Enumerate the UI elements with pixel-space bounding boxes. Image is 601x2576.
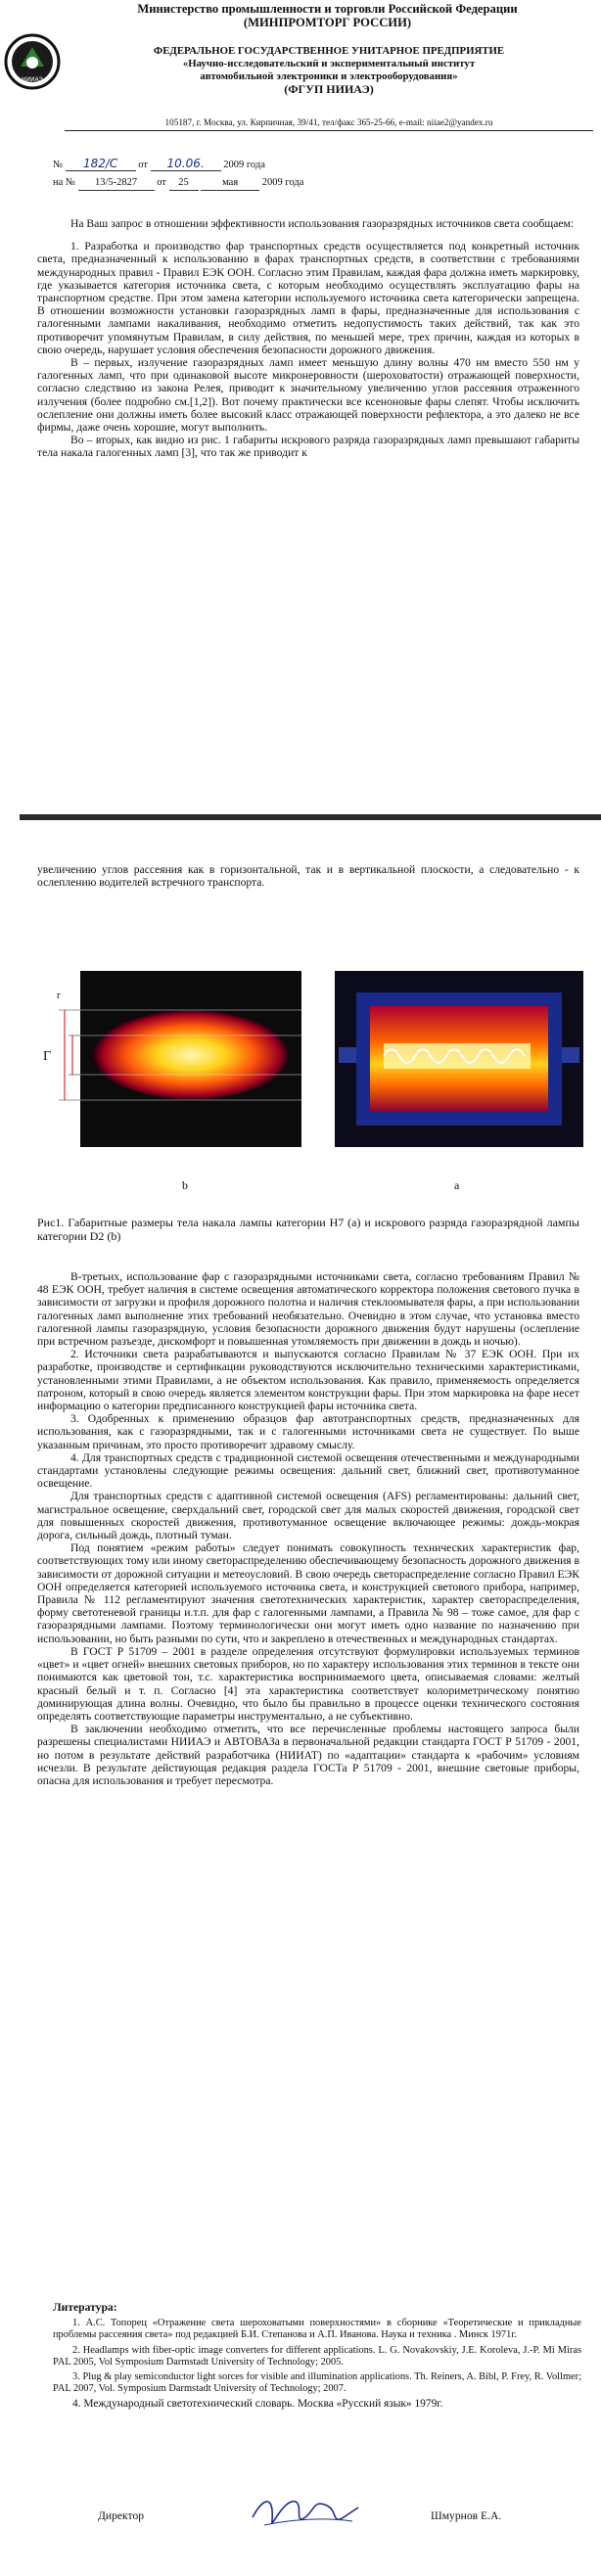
literature-title: Литература: — [53, 2301, 117, 2314]
figure-label-b: b — [182, 1178, 188, 1192]
paragraph-third-reason: В-третьих, использование фар с газоразрядными источниками света, согласно требованиям Правил № 48 ЕЭК ООН, требует наличия в системе освещения автоматического корректора положения светового пучка в зависимости от загрузки и профиля дорожного полотна и наличия стеклоомывателя фары, а при использовании галогенных ламп выполнение этих требований необязательно. Очевидно в этом случае, что установка вместо галогенной лампы газоразрядную, условия безопасности дорожного движения будут нарушены (ослепление при встречном разъезде, дискомфорт и повышенная утомляемость при движении в дождь и ночью). — [37, 1270, 579, 1349]
year-1: 2009 года — [223, 160, 265, 170]
figure-caption-text: Рис1. Габаритные размеры тела накала лампы категории Н7 (a) и искрового разряда газоразрядной лампы категории D2 (b) — [37, 1216, 579, 1243]
literature-item: 4. Международный светотехнический словарь. Москва «Русский язык» 1979г. — [72, 2398, 443, 2411]
paragraph-3: 3. Одобренных к применению образцов фар автотранспортных средств, предназначенных для использования, как с газоразрядными, так и с галогенными источниками света не существует. По выше указанным причинам, это просто противоречит здравому смыслу. — [37, 1412, 579, 1451]
ref-number: 13/5-2827 — [78, 176, 155, 191]
org-short: (ФГУП НИИАЭ) — [284, 82, 374, 96]
year-2: 2009 года — [261, 177, 304, 188]
page-2-top-text — [37, 863, 579, 889]
ref-from-label: от — [157, 177, 166, 188]
organization-header — [65, 45, 593, 96]
page-1 — [0, 0, 601, 816]
handwritten-signature — [245, 2488, 362, 2537]
org-type: ФЕДЕРАЛЬНОЕ ГОСУДАРСТВЕННОЕ УНИТАРНОЕ ПРЕДПРИЯТИЕ — [153, 45, 505, 57]
figure-dimension-marks — [25, 971, 80, 1147]
paragraph-4: 4. Для транспортных средств с традиционной системой освещения отечественными и международными стандартами установлены следующие режимы освещения: дальний свет, ближний свет, противотуманное освещение. — [37, 1450, 579, 1491]
figure-1 — [25, 961, 583, 1196]
ministry-header — [61, 2, 594, 29]
outgoing-number-line — [53, 157, 265, 172]
paragraph-conclusion: В заключении необходимо отметить, что все перечисленные проблемы настоящего запроса были разрешены специалистами НИИАЭ и АВТОВАЗа в первоначальной редакции стандарта ГОСТ Р 51709 - 2001, но потом в результате действий разработчика (НИИАТ) по «адаптации» стандарта к «рабочим» условиям исчезли. В результате действующая редакция раздела ГОСТа Р 51709 - 2001, внешние световые приборы, опасна для использования и требует пересмотра. — [37, 1723, 579, 1787]
figure-label-a: a — [454, 1178, 460, 1192]
paragraph-2: 2. Источники света разрабатываются и выпускаются согласно Правилам № 37 ЕЭК ООН. При их разработке, производстве и сертификации руководствуются исключительно техническими характеристиками, установленными этими Правилами, а не объектом использования. Как правило, применяемость определяется патроном, который в свою очередь является элементом конструкции фары. При этом маркировка на фаре несет информацию о категории предписанного конструкцией фары источника света. — [37, 1348, 579, 1413]
figure-b-discharge-image — [80, 971, 301, 1147]
svg-text:НИИАЭ: НИИАЭ — [22, 76, 43, 83]
ref-day: 25 — [169, 176, 199, 191]
ministry-short: (МИНПРОМТОРГ РОССИИ) — [243, 16, 412, 29]
number-label: № — [53, 160, 64, 170]
intro-paragraph: На Ваш запрос в отношении эффективности использования газоразрядных источников света сообщаем: — [70, 217, 575, 230]
paragraph-gost: В ГОСТ Р 51709 – 2001 в разделе определения отсутствуют формулировки используемых терминов «цвет» и «цвет огней» внешних световых приборов, но по характеру использования этих терминов в тексте они понимаются как цветовой тон, т.с. характеристика воспринимаемого цвета, описываемая словами: желтый красный белый и т. п. Согласно [4] эта характеристика соответствует колориметрическому понятию доминирующая длина волны. Очевидно, что было бы правильно в процессе оценки технического состояния определять соответствующие параметры инструментально, а не субъективно. — [37, 1644, 579, 1723]
literature-item: 3. Plug & play semiconductor light sorces for visible and illumination applications. Th. Reiners, A. Bibl, P. Frey, R. Vollmer; PAL 2007, Vol. Symposium Darmstadt University of Technology; 2007. — [53, 2371, 581, 2395]
page-2 — [0, 824, 601, 2576]
signature-block — [98, 2509, 548, 2522]
paragraph-first-reason: В – первых, излучение газоразрядных ламп имеет меньшую длину волны 470 нм вместо 550 нм у галогенных ламп, что при одинаковой высоте микронеровности (шероховатости) отражающей поверхности, согласно следствию из закона Релея, приводит к значительному увеличению углов рассеяния отраженного излучения (более подробно см.[1,2]). Вот почему практически все ксеноновые фары слепят. Чтобы исключить ослепление они должны иметь более высокий класс отражающей поверхности рефлектора, а это далеко не все фирмы, даже очень хорошие, могут выполнить. — [37, 356, 579, 435]
number-value: 182/С — [66, 157, 136, 171]
dimension-big-label: Г — [43, 1049, 52, 1064]
literature-item: 1. А.С. Топорец «Отражение света шероховатыми поверхностями» в сборнике «Теоретические и прикладные проблемы рассеяния света» под редакцией Б.И. Степанова и А.П. Иванова. Наука и техника . Минск 1971г. — [53, 2318, 581, 2341]
signatory-name: Шмурнов Е.А. — [431, 2509, 502, 2522]
figure-caption — [37, 1216, 579, 1243]
paragraph-second-reason: Во – вторых, как видно из рис. 1 габариты искрового разряда газоразрядных ламп превышают габариты тела накала галогенных ламп [3], что так же приводит к — [37, 434, 579, 460]
from-date: 10.06. — [151, 157, 221, 171]
continuation-paragraph: увеличению углов рассеяния как в горизонтальной, так и в вертикальной плоскости, а следовательно - к ослеплению водителей встречного транспорта. — [37, 863, 579, 890]
from-label: от — [138, 160, 148, 170]
paragraph-1: 1. Разработка и производство фар транспортных средств осуществляется под конкретный источник света, предназначенный к использованию в фарах транспортных средств, в соответствии с требованиями международных правил - Правил ЕЭК ООН. Согласно этим Правилам, каждая фара должна иметь маркировку, где указывается категория источника света, с которым необходимо осуществлять эксплуатацию фары на транспортном средстве. При этом замена категории используемого источника света категорически запрещена. В отношении возможности установки газоразрядных ламп в фары, предназначенные для использования с галогенными лампами накаливания, необходимо отметить недопустимость таких действий, так как это противоречит упомянутым Правилам, в силу действия, по меньшей мере, трех причин, каждая из которых в свою очередь, нарушает условия обеспечения безопасности дорожного движения. — [37, 240, 579, 356]
paragraph-afs: Для транспортных средств с адаптивной системой освещения (AFS) регламентированы: дальний свет, магистральное освещение, сверхдальний свет, городской свет для малых скоростей движения, городской свет для повышенных скоростей движения, противотуманное освещение включающее режимы: дождь-мокрая дорога, сильный дождь, плотный туман. — [37, 1490, 579, 1542]
org-name-line-2: автомобильной электроники и электрооборудования» — [200, 70, 458, 82]
signature-position: Директор — [98, 2509, 145, 2522]
org-name-line-1: «Научно-исследовательский и экспериментальный институт — [182, 58, 476, 69]
page-1-body — [37, 217, 579, 460]
page-separator — [20, 814, 601, 820]
org-address: 105187, г. Москва, ул. Кирпичная, 39/41, тел/факс 365-25-66, e-mail: niiae2@yandex.ru — [65, 117, 593, 131]
figure-a-filament-image — [335, 971, 583, 1147]
dimension-small-label: г — [57, 990, 62, 1001]
literature-section — [53, 2302, 581, 2411]
ministry-name: Министерство промышленности и торговли Российской Федерации — [137, 2, 518, 16]
institute-logo — [4, 33, 61, 90]
page-2-body — [37, 1270, 579, 1787]
reference-number-line — [53, 176, 303, 191]
ref-label: на № — [53, 177, 75, 188]
literature-item: 2. Headlamps with fiber-optic image converters for different applications. L. G. Novakovskiy, J.E. Koroleva, J.-P. Mi Miras PAL 2005, Vol Symposium Darmstadt University of Technology; 2005. — [53, 2344, 581, 2368]
ref-month: мая — [201, 176, 259, 191]
paragraph-operating-mode: Под понятием «режим работы» следует понимать совокупность технических характеристик фар, соответствующих тому или иному светораспределению обеспечивающему безопасность дорожного движения в зависимости от дорожной ситуации и метеоусловий. В свою очередь светораспределение согласно Правил ЕЭК ООН определяется категорией используемого источника света, и конструкцией светового прибора, например, Правила № 112 регламентируют значения светотехнических характеристик, характер светораспределения, форму светотеневой границы и.т.п. для фар с галогенными лампами, а Правила № 98 – тоже самое, для фар с газоразрядными лампами. Поэтому терминологически они могут иметь одно название по назначению при использовании, но быть разными по сути, что и закреплено в отечественных и международных стандартах. — [37, 1541, 579, 1645]
